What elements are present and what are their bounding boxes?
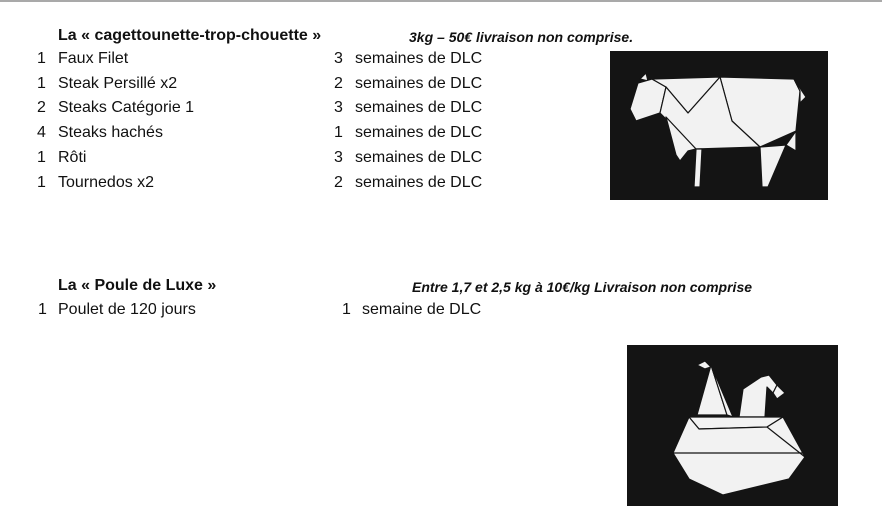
item-dlc-weeks: 3 <box>334 50 343 67</box>
item-dlc-label: semaines de DLC <box>355 75 483 92</box>
item-name: Faux Filet <box>58 50 129 67</box>
list-item <box>0 50 520 75</box>
item-quantity: 1 <box>37 149 46 166</box>
list-item <box>0 174 520 199</box>
top-border <box>0 0 882 2</box>
item-dlc-label: semaines de DLC <box>355 124 483 141</box>
list-item <box>0 301 520 326</box>
list-item <box>0 124 520 149</box>
item-name: Steaks Catégorie 1 <box>58 99 195 116</box>
item-name: Tournedos x2 <box>58 174 155 191</box>
item-name: Poulet de 120 jours <box>58 301 196 318</box>
origami-chicken-image <box>627 345 838 506</box>
item-name: Rôti <box>58 149 87 166</box>
origami-chicken-icon <box>627 345 838 506</box>
item-dlc-weeks: 1 <box>342 301 351 318</box>
origami-cow-image <box>610 51 828 200</box>
item-dlc-weeks: 2 <box>334 174 343 191</box>
item-dlc-label: semaines de DLC <box>355 174 483 191</box>
item-name: Steak Persillé x2 <box>58 75 178 92</box>
list-item <box>0 149 520 174</box>
item-quantity: 1 <box>37 174 46 191</box>
item-dlc-weeks: 3 <box>334 149 343 166</box>
item-quantity: 1 <box>37 75 46 92</box>
item-dlc-weeks: 2 <box>334 75 343 92</box>
item-dlc-weeks: 3 <box>334 99 343 116</box>
item-quantity: 2 <box>37 99 46 116</box>
origami-cow-icon <box>610 51 828 200</box>
item-name: Steaks hachés <box>58 124 163 141</box>
item-dlc-label: semaines de DLC <box>355 99 483 116</box>
item-dlc-weeks: 1 <box>334 124 343 141</box>
item-dlc-label: semaine de DLC <box>362 301 482 318</box>
list-item <box>0 75 520 100</box>
section1-note: 3kg – 50€ livraison non comprise. <box>409 29 634 45</box>
section2-title: La « Poule de Luxe » <box>58 277 217 294</box>
item-dlc-label: semaines de DLC <box>355 149 483 166</box>
item-quantity: 1 <box>38 301 47 318</box>
list-item <box>0 99 520 124</box>
section2-note: Entre 1,7 et 2,5 kg à 10€/kg Livraison non comprise <box>412 279 753 295</box>
item-quantity: 4 <box>37 124 46 141</box>
section1-title: La « cagettounette-trop-chouette » <box>58 27 322 44</box>
item-quantity: 1 <box>37 50 46 67</box>
item-dlc-label: semaines de DLC <box>355 50 483 67</box>
